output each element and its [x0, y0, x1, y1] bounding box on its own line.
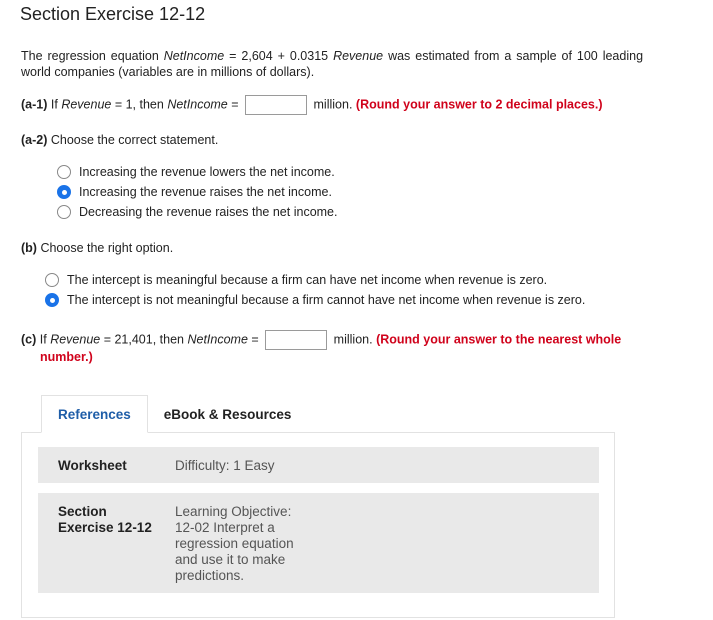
option-label: Increasing the revenue raises the net income. [79, 185, 332, 199]
answer-input-a1[interactable] [245, 95, 307, 115]
radio-button-selected[interactable] [45, 293, 59, 307]
option-label: The intercept is meaningful because a firm can have net income when revenue is zero. [67, 273, 548, 287]
radio-button[interactable] [45, 273, 59, 287]
tab-ebook-resources[interactable]: eBook & Resources [163, 406, 292, 422]
problem-statement: The regression equation NetIncome = 2,604 + 0.0315 Revenue was estimated from a sample of 100 leading world companies (variables are in millions of dollars). [21, 49, 644, 79]
part-label: (a-2) [21, 133, 48, 147]
row-value: Difficulty: 1 Easy [175, 458, 275, 473]
unit-label: million. [313, 97, 353, 112]
radio-button[interactable] [57, 205, 71, 219]
question-a2: (a-2) Choose the correct statement. [21, 133, 219, 147]
part-label: (a-1) [21, 97, 48, 112]
question-c: (c) If Revenue = 21,401, then NetIncome = million. (Round your answer to the nearest whole [21, 330, 621, 350]
reference-row-worksheet [38, 447, 599, 483]
option-label: The intercept is not meaningful because a firm cannot have net income when revenue is zero. [67, 293, 586, 307]
part-label: (b) [21, 241, 37, 255]
rounding-hint-continued: number.) [40, 350, 93, 364]
rounding-hint: (Round your answer to 2 decimal places.) [355, 97, 603, 112]
references-panel [21, 432, 615, 618]
resource-tabs [41, 395, 307, 433]
part-label: (c) [21, 332, 37, 347]
question-b: (b) Choose the right option. [21, 241, 174, 255]
unit-label: million. [333, 332, 373, 347]
row-key: Section Exercise 12-12 [58, 504, 152, 535]
rounding-hint: (Round your answer to the nearest whole [376, 332, 622, 347]
page-title: Section Exercise 12-12 [20, 4, 206, 24]
radio-option-b-1[interactable] [45, 293, 585, 307]
option-label: Increasing the revenue lowers the net income. [79, 165, 335, 179]
radio-option-b-0[interactable] [45, 273, 547, 287]
reference-row-objective [38, 493, 599, 593]
radio-option-a2-0[interactable] [57, 165, 335, 179]
row-key: Worksheet [58, 458, 127, 473]
tab-references[interactable]: References [41, 395, 148, 433]
radio-button-selected[interactable] [57, 185, 71, 199]
radio-option-a2-2[interactable] [57, 205, 337, 219]
option-label: Decreasing the revenue raises the net income. [79, 205, 338, 219]
answer-input-c[interactable] [265, 330, 327, 350]
question-a1: (a-1) If Revenue = 1, then NetIncome = million. (Round your answer to 2 decimal places.) [21, 95, 603, 115]
radio-option-a2-1[interactable] [57, 185, 332, 199]
row-value: Learning Objective: 12-02 Interpret a regression equation and use it to make predictions. [175, 504, 294, 583]
radio-button[interactable] [57, 165, 71, 179]
